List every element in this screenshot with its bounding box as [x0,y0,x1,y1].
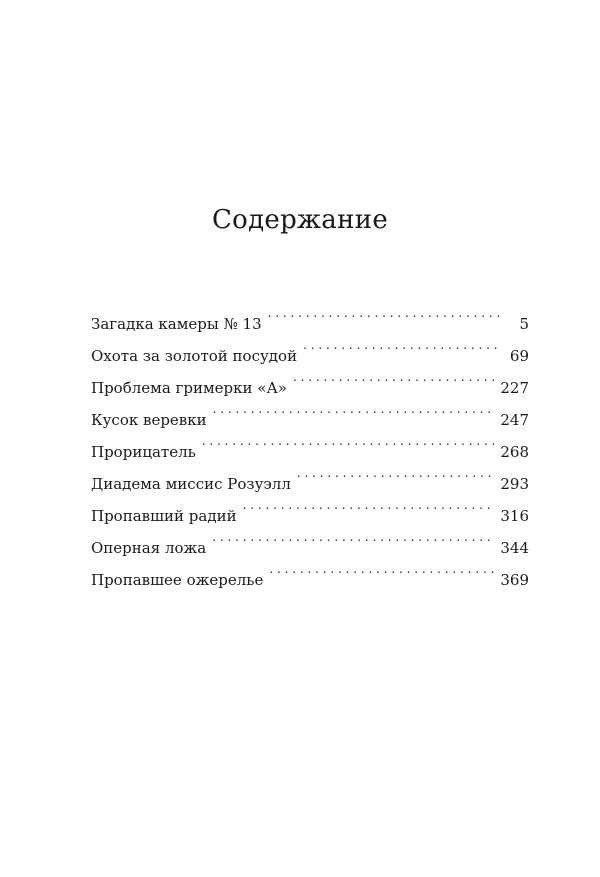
dot-leader [293,361,494,393]
dot-leader [243,489,495,521]
toc-entry-title: Охота за золотой посудой [91,347,298,365]
toc-page-number: 227 [500,379,529,397]
toc-entry-title: Проблема гримерки «А» [91,379,287,397]
table-of-contents [91,297,529,589]
dot-leader [202,425,495,457]
toc-page-number: 369 [500,571,529,589]
dot-leader [268,297,501,329]
toc-entry-title: Кусок веревки [91,411,207,429]
dot-leader [303,329,501,361]
toc-entry-title: Загадка камеры № 13 [91,315,262,333]
dot-leader [269,553,494,585]
page-title: Содержание [211,205,389,235]
dot-leader [297,457,495,489]
toc-entry-title: Пропавший радий [91,507,237,525]
toc-page-number: 247 [500,411,529,429]
toc-entry-title: Прорицатель [91,443,196,461]
toc-page-number: 268 [500,443,529,461]
toc-page-number: 316 [500,507,529,525]
toc-page-number: 5 [519,315,529,333]
dot-leader [213,393,495,425]
toc-entry-title: Оперная ложа [91,539,207,557]
dot-leader [212,521,494,553]
toc-entry-title: Пропавшее ожерелье [91,571,264,589]
toc-page-number: 69 [509,347,529,365]
toc-page-number: 344 [500,539,529,557]
toc-entry-title: Диадема миссис Розуэлл [91,475,291,493]
toc-page-number: 293 [500,475,529,493]
toc-entry [91,297,529,333]
